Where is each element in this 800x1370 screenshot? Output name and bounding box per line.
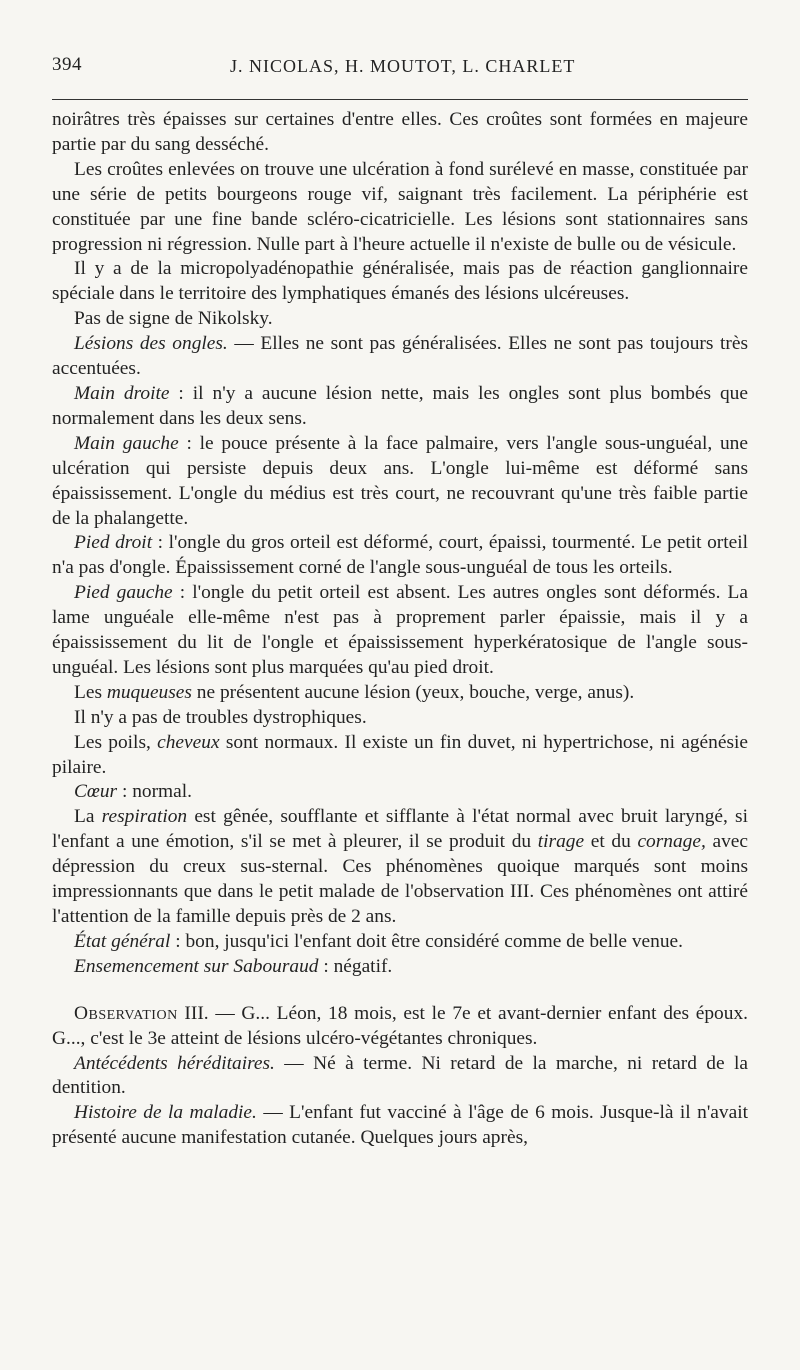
paragraph — [52, 805, 748, 930]
paragraph — [52, 332, 748, 382]
observation-heading: Observation — [74, 1002, 178, 1024]
running-title: J. NICOLAS, H. MOUTOT, L. CHARLET — [230, 56, 576, 76]
paragraph-text: — L'enfant fut vacciné à l'âge de 6 mois. Jusque-là il n'avait présenté aucune manifestation cutanée. Quelques jours après, — [52, 1102, 748, 1149]
page-header — [52, 54, 748, 86]
section-label: cheveux — [157, 731, 220, 753]
paragraph — [52, 955, 748, 980]
paragraph — [52, 1002, 748, 1052]
paragraph — [52, 432, 748, 532]
inline-term: cornage, — [637, 831, 706, 853]
section-label: Cœur — [74, 781, 118, 803]
page-number: 394 — [52, 54, 82, 75]
paragraph-text: La — [74, 806, 102, 828]
paragraph-text: : le pouce présente à la face palmaire, vers l'angle sous-unguéal, une ulcération qui persiste depuis deux ans. L'ongle lui-même est déformé sans épaississement. L'ongle du médius est très court, ne recouvrant qu'une très faible partie de la phalangette. — [52, 432, 748, 529]
paragraph-text: : bon, jusqu'ici l'enfant doit être considéré comme de belle venue. — [170, 930, 683, 952]
paragraph-text: : normal. — [117, 781, 192, 803]
body-text — [52, 108, 748, 1151]
section-label: Main droite — [74, 382, 170, 404]
paragraph — [52, 681, 748, 706]
section-label: État général — [74, 930, 171, 952]
paragraph — [52, 780, 748, 805]
paragraph: Il y a de la micropolyadénopathie généralisée, mais pas de réaction ganglionnaire spéciale dans le territoire des lymphatiques émanés des lésions ulcéreuses. — [52, 258, 748, 305]
paragraph — [52, 731, 748, 781]
section-label: Histoire de la maladie. — [74, 1102, 257, 1124]
paragraph — [52, 382, 748, 432]
header-rule — [52, 99, 748, 100]
section-label: muqueuses — [106, 681, 192, 703]
paragraph — [52, 1052, 748, 1102]
paragraph-text: : il n'y a aucune lésion nette, mais les ongles sont plus bombés que normalement dans les deux sens. — [52, 382, 748, 429]
inline-term: tirage — [537, 831, 585, 853]
section-label: Pied gauche — [74, 582, 173, 604]
paragraph-text: sont normaux. Il existe un fin duvet, ni hypertrichose, ni agénésie pilaire. — [52, 731, 748, 778]
paragraph-text: III. — G... Léon, 18 mois, est le 7e et avant-dernier enfant des époux. G..., c'est le 3e atteint de lésions ulcéro-végétantes chroniques. — [52, 1002, 748, 1049]
paragraph — [52, 531, 748, 581]
paragraph: noirâtres très épaisses sur certaines d'entre elles. Ces croûtes sont formées en majeure partie par du sang desséché. — [52, 109, 748, 155]
paragraph-text: ne présentent aucune lésion (yeux, bouche, verge, anus). — [191, 681, 635, 703]
section-label: Pied droit — [74, 532, 153, 554]
paragraph — [52, 1101, 748, 1151]
paragraph-text: : l'ongle du gros orteil est déformé, court, épaissi, tourmenté. Le petit orteil n'a pas d'ongle. Épaississement corné de l'angle sous-unguéal de tous les orteils. — [52, 532, 749, 579]
paragraph: Les croûtes enlevées on trouve une ulcération à fond surélevé en masse, constituée par une série de petits bourgeons rouge vif, saignant très facilement. La périphérie est constituée par une fine bande scléro-cicatricielle. Les lésions sont stationnaires sans progression ni régression. Nulle part à l'heure actuelle il n'existe de bulle ou de vésicule. — [52, 158, 748, 255]
section-label: Main gauche — [74, 432, 179, 454]
paragraph — [52, 930, 748, 955]
paragraph-text: Les — [74, 681, 107, 703]
paragraph: Pas de signe de Nikolsky. — [74, 308, 273, 330]
paragraph-text: : l'ongle du petit orteil est absent. Les autres ongles sont déformés. La lame unguéale elle-même n'est pas à proprement parler épaissie, mais il y a épaississement du lit de l'ongle et épaississement hyperkératosique de l'angle sous-unguéal. Les lésions sont plus marquées qu'au pied droit. — [52, 582, 748, 678]
paragraph-text: Les poils, — [74, 731, 158, 753]
section-label: Lésions des ongles. — [74, 333, 228, 355]
paragraph-text: avec dépression du creux sus-sternal. Ces phénomènes quoique marqués sont moins impressionnants que dans le petit malade de l'observation III. Ces phénomènes ont attiré l'attention de la famille depuis près de 2 ans. — [52, 831, 748, 927]
paragraph-text: — Elles ne sont pas généralisées. Elles ne sont pas toujours très accentuées. — [52, 333, 748, 380]
paragraph-text: et du — [584, 831, 638, 853]
paragraph-text: : négatif. — [318, 955, 393, 977]
section-label: Ensemencement sur Sabouraud — [74, 955, 319, 977]
paragraph-text: est gênée, soufflante et sifflante à l'état normal avec bruit laryngé, si l'enfant a une émotion, s'il se met à pleurer, il se produit du — [52, 806, 748, 853]
paragraph — [52, 581, 748, 681]
section-label: respiration — [101, 806, 188, 828]
paragraph: Il n'y a pas de troubles dystrophiques. — [74, 706, 367, 728]
paragraph-text: — Né à terme. Ni retard de la marche, ni retard de la dentition. — [52, 1052, 748, 1099]
section-label: Antécédents héréditaires. — [74, 1052, 275, 1074]
